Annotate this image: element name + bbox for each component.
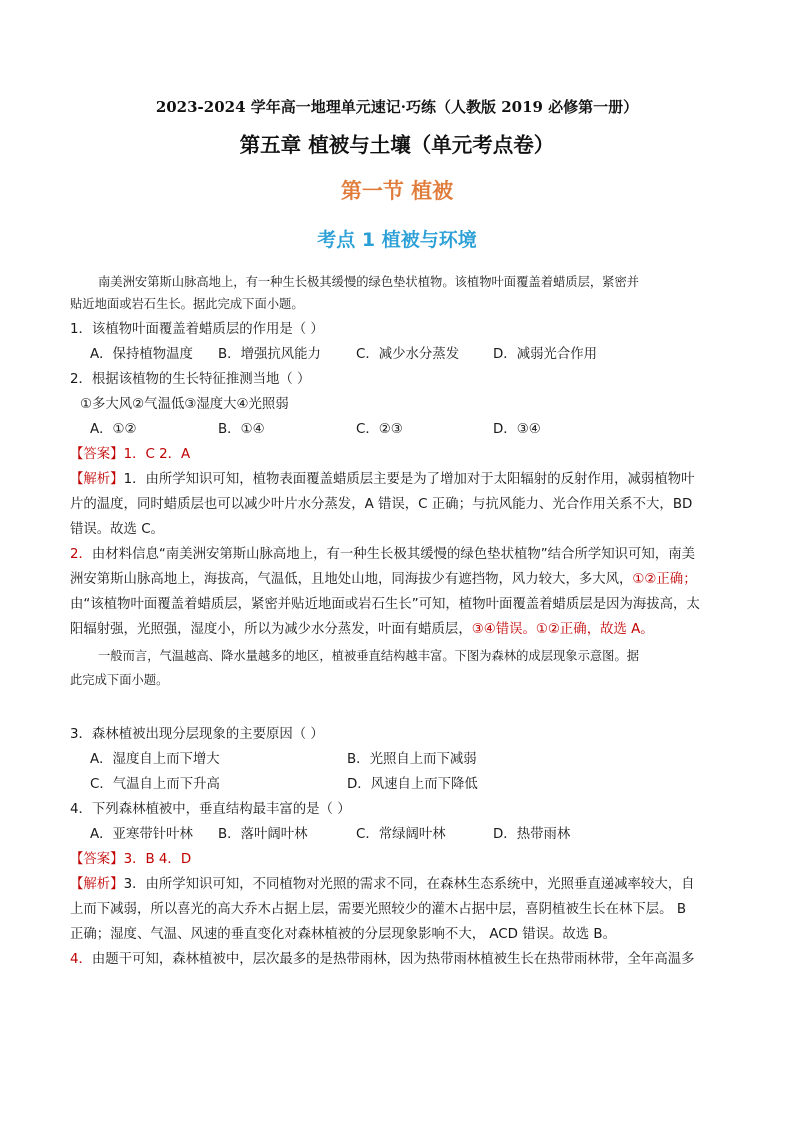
answer-1-text: 1．C 2．A xyxy=(123,447,191,462)
explanation-1-line-4 xyxy=(70,545,722,565)
answer-1 xyxy=(70,445,722,465)
question-3-option-d: D．风速自上而下降低 xyxy=(347,777,478,792)
question-2-option-c: C．②③ xyxy=(356,422,403,437)
explanation-2-number: 2． xyxy=(70,547,92,562)
explanation-1-text-7: 阳辐射强，光照强，湿度小，所以为减少水分蒸发，叶面有蜡质层， xyxy=(70,622,472,637)
explanation-1-text-5: 洲安第斯山脉高地上，海拔高，气温低，且地处山地，同海拔少有遮挡物，风力较大，多大风， xyxy=(70,572,633,587)
chapter-title: 第五章 植被与土壤（单元考点卷） xyxy=(239,133,555,157)
question-2-option-a: A．①② xyxy=(90,422,137,437)
question-1-option-a: A．保持植物温度 xyxy=(90,347,193,362)
explanation-1-line-7 xyxy=(70,620,722,640)
question-1-option-d: D．减弱光合作用 xyxy=(493,347,598,362)
answer-2 xyxy=(70,850,722,870)
explanation-4-number: 4． xyxy=(70,952,92,967)
material-2-line-2: 此完成下面小题。 xyxy=(70,673,169,687)
explanation-2-line-4 xyxy=(70,950,722,970)
question-2-option-d: D．③④ xyxy=(493,422,541,437)
question-3-option-c: C．气温自上而下升高 xyxy=(90,777,220,792)
question-4-stem: 4．下列森林植被中，垂直结构最丰富的是（ ） xyxy=(70,802,351,817)
question-4-option-a: A．亚寒带针叶林 xyxy=(90,827,193,842)
answer-2-tag: 【答案】 xyxy=(70,852,124,867)
explanation-1-line-1 xyxy=(70,470,722,490)
explanation-2-line-3: 正确；湿度、气温、风速的垂直变化对森林植被的分层现象影响不大， ACD 错误。故选 B。 xyxy=(70,927,616,942)
explanation-1-highlight-7: ③④错误。①②正确，故选 A。 xyxy=(471,622,654,637)
question-3-stem: 3．森林植被出现分层现象的主要原因（ ） xyxy=(70,727,324,742)
explanation-1-tag: 【解析】 xyxy=(70,472,124,487)
explanation-2-line-2: 上而下减弱，所以喜光的高大乔木占据上层，需要光照较少的灌木占据中层，喜阴植被生长在林下层。 B xyxy=(70,902,687,917)
document-body xyxy=(70,262,722,970)
question-3-option-a: A．湿度自上而下增大 xyxy=(90,752,220,767)
question-3-options-row-1 xyxy=(70,750,722,770)
question-2-options xyxy=(70,420,722,440)
question-2-stem: 2．根据该植物的生长特征推测当地（ ） xyxy=(70,372,311,387)
explanation-1-line-5 xyxy=(70,570,722,590)
document-series-title: 2023-2024 学年高一地理单元速记·巧练（人教版 2019 必修第一册） xyxy=(155,98,639,116)
question-2-option-b: B．①④ xyxy=(218,422,265,437)
explanation-2-text-1: 3．由所学知识可知，不同植物对光照的需求不同，在森林生态系统中，光照垂直递减率较大，自 xyxy=(123,877,695,892)
question-1-option-c: C．减少水分蒸发 xyxy=(356,347,460,362)
question-4-option-d: D．热带雨林 xyxy=(493,827,571,842)
section-title: 第一节 植被 xyxy=(340,179,454,203)
explanation-1-line-6: 由“该植物叶面覆盖着蜡质层，紧密并贴近地面或岩石生长”可知，植物叶面覆盖着蜡质层是因为海拔高，太 xyxy=(70,597,700,612)
explanation-2-line-1 xyxy=(70,875,722,895)
answer-1-tag: 【答案】 xyxy=(70,447,124,462)
question-1-option-b: B．增强抗风能力 xyxy=(218,347,321,362)
question-4-options xyxy=(70,825,722,845)
explanation-1-line-2: 片的温度，同时蜡质层也可以减少叶片水分蒸发，A 错误，C 正确；与抗风能力、光合作用关系不大，BD xyxy=(70,497,693,512)
material-2-line-1: 一般而言，气温越高、降水量越多的地区，植被垂直结构越丰富。下图为森林的成层现象示意图。据 xyxy=(98,649,640,663)
question-2-items: ①多大风②气温低③湿度大④光照弱 xyxy=(80,397,289,412)
material-1-line-1: 南美洲安第斯山脉高地上，有一种生长极其缓慢的绿色垫状植物。该植物叶面覆盖着蜡质层，紧密并 xyxy=(98,275,640,289)
question-3-option-b: B．光照自上而下减弱 xyxy=(347,752,477,767)
explanation-1-text-1: 1．由所学知识可知，植物表面覆盖蜡质层主要是为了增加对于太阳辐射的反射作用，减弱植物叶 xyxy=(123,472,695,487)
answer-2-text: 3．B 4．D xyxy=(123,852,192,867)
explanation-2-tag: 【解析】 xyxy=(70,877,124,892)
point-title: 考点 1 植被与环境 xyxy=(317,229,477,251)
explanation-1-highlight-5: ①②正确； xyxy=(632,572,697,587)
question-4-option-b: B．落叶阔叶林 xyxy=(218,827,308,842)
material-1-line-2: 贴近地面或岩石生长。据此完成下面小题。 xyxy=(70,297,304,311)
question-4-option-c: C．常绿阔叶林 xyxy=(356,827,446,842)
question-1-stem: 1．该植物叶面覆盖着蜡质层的作用是（ ） xyxy=(70,322,324,337)
question-3-options-row-2 xyxy=(70,775,722,795)
question-1-options xyxy=(70,345,722,365)
explanation-1-line-3: 错误。故选 C。 xyxy=(70,522,164,537)
explanation-2-text-4: 由题干可知，森林植被中，层次最多的是热带雨林，因为热带雨林植被生长在热带雨林带，全年高温多 xyxy=(91,952,695,967)
explanation-1-text-4: 由材料信息“南美洲安第斯山脉高地上，有一种生长极其缓慢的绿色垫状植物”结合所学知识可知，南美 xyxy=(91,547,695,562)
